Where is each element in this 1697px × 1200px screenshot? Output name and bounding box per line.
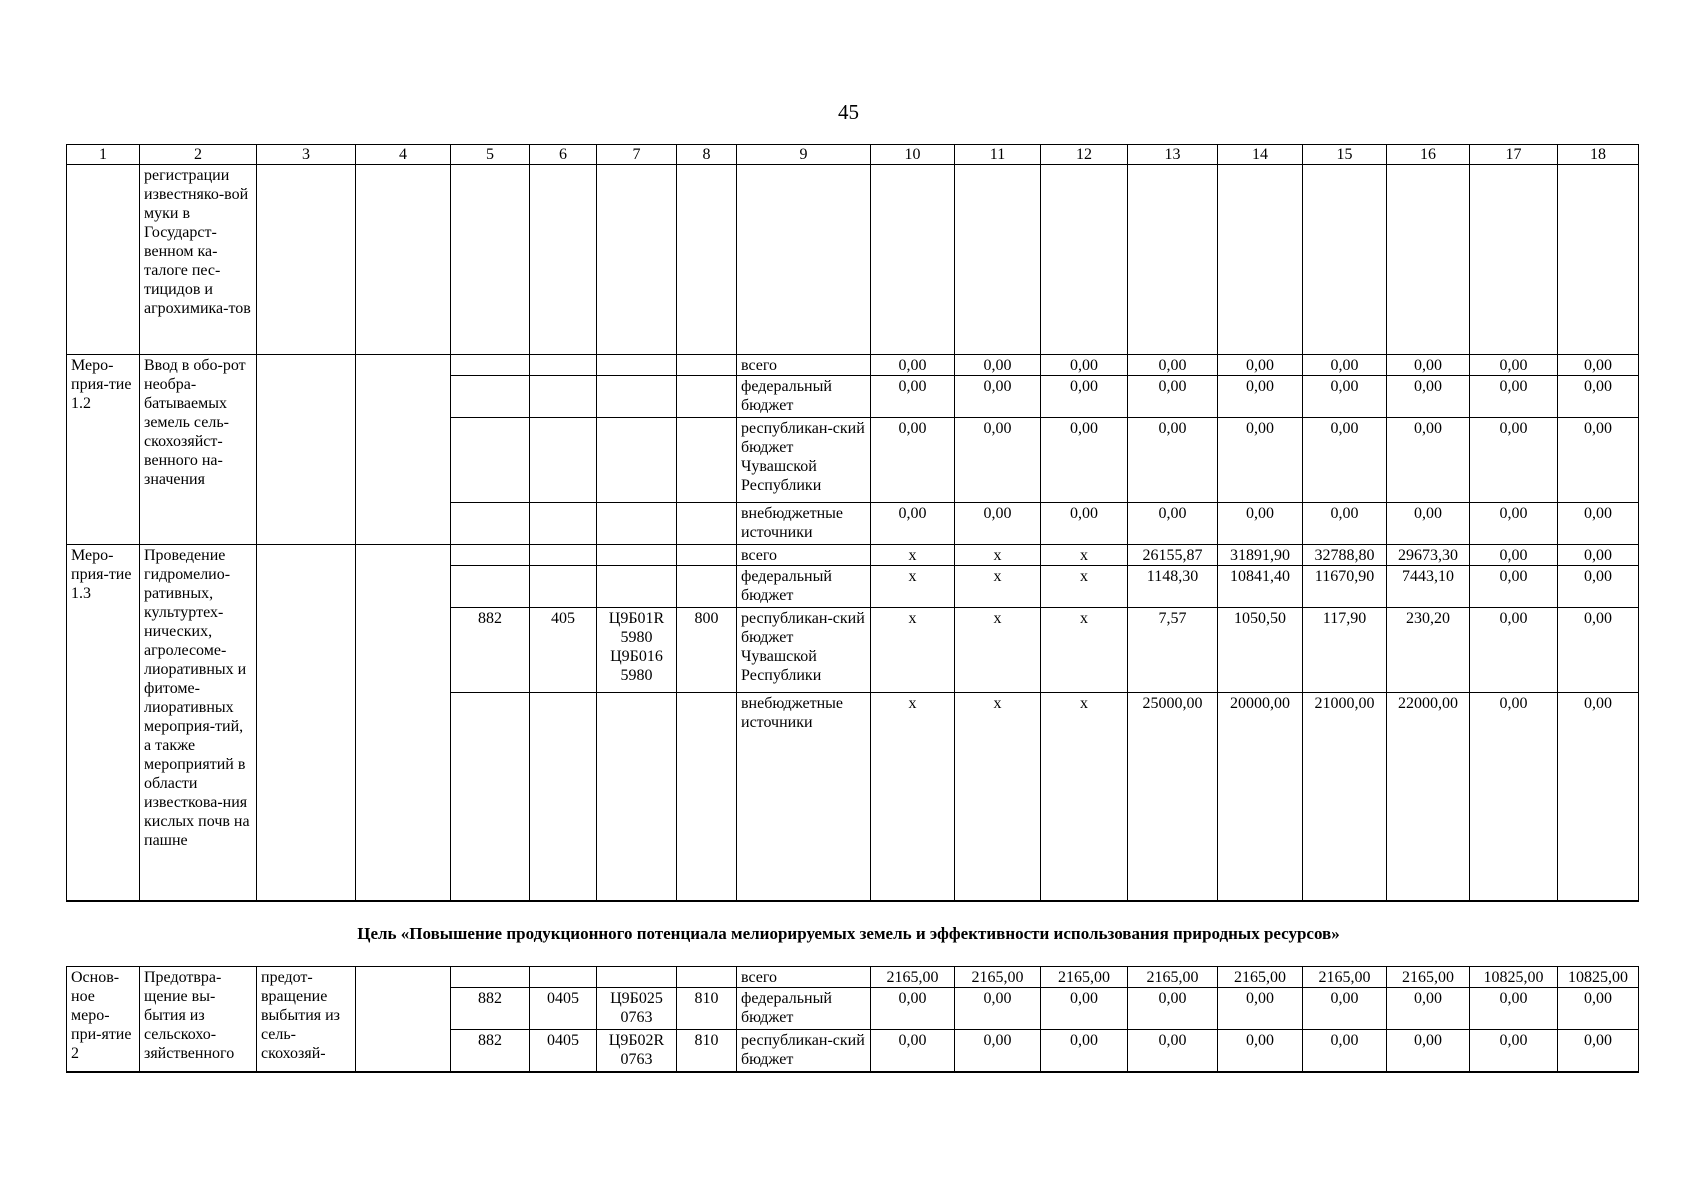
code-cell: 882 [451,988,530,1030]
code-cell: 405 [530,608,597,693]
value-cell: 0,00 [1470,566,1558,608]
value-cell: 0,00 [1303,376,1387,418]
value-cell: 0,00 [1470,355,1558,376]
table-row [67,967,1639,988]
value-cell: 0,00 [1218,503,1303,545]
value-cell: x [955,545,1041,566]
value-cell: 0,00 [1218,988,1303,1030]
value-cell: 117,90 [1303,608,1387,693]
value-cell: 1050,50 [1218,608,1303,693]
code-cell [451,545,530,566]
value-cell: x [1041,566,1128,608]
value-cell: 0,00 [1218,355,1303,376]
value-cell: 0,00 [955,376,1041,418]
value-cell: x [955,566,1041,608]
value-cell: 2165,00 [955,967,1041,988]
column-number: 16 [1387,145,1470,165]
value-cell: 31891,90 [1218,545,1303,566]
value-cell: 10825,00 [1558,967,1639,988]
budget-table [66,144,1639,902]
value-cell: 20000,00 [1218,693,1303,901]
event-label: Меро-прия-тие 1.2 [67,355,140,545]
value-cell: x [955,693,1041,901]
value-cell: 0,00 [1128,988,1218,1030]
value-cell: 0,00 [1558,545,1639,566]
value-cell: x [871,545,955,566]
value-cell: 0,00 [1558,1030,1639,1072]
value-cell: 0,00 [1303,503,1387,545]
value-cell: 0,00 [871,376,955,418]
event-label: Меро-прия-тие 1.3 [67,545,140,901]
value-cell: 0,00 [1041,1030,1128,1072]
value-cell: 0,00 [1041,355,1128,376]
value-cell: 0,00 [1041,376,1128,418]
value-cell: 230,20 [1387,608,1470,693]
value-cell: 0,00 [1470,1030,1558,1072]
column-number: 8 [677,145,737,165]
column-number: 5 [451,145,530,165]
column-number: 12 [1041,145,1128,165]
funding-source: всего [737,545,871,566]
code-cell [451,566,530,608]
code-cell: 800 [677,608,737,693]
value-cell: 0,00 [1387,418,1470,503]
value-cell: x [955,608,1041,693]
value-cell: 0,00 [1128,376,1218,418]
funding-source: федеральный бюджет [737,566,871,608]
funding-source: федеральный бюджет [737,376,871,418]
value-cell: 0,00 [1558,608,1639,693]
code-cell [530,545,597,566]
value-cell: x [1041,608,1128,693]
column-number: 4 [356,145,451,165]
value-cell: 0,00 [1218,418,1303,503]
code-cell [597,693,677,901]
value-cell: 0,00 [1218,376,1303,418]
value-cell: 29673,30 [1387,545,1470,566]
value-cell: 0,00 [1558,693,1639,901]
value-cell: 0,00 [1558,355,1639,376]
code-cell: 0405 [530,1030,597,1072]
value-cell: 0,00 [1128,355,1218,376]
value-cell: 0,00 [1303,355,1387,376]
code-cell [530,693,597,901]
value-cell: 0,00 [1303,1030,1387,1072]
event-description: Ввод в обо-рот необра-батываемых земель сель-скохозяйст-венного на-значения [140,355,257,545]
value-cell: 0,00 [955,418,1041,503]
value-cell: 2165,00 [1303,967,1387,988]
value-cell: x [1041,693,1128,901]
code-cell: Ц9Б025 0763 [597,988,677,1030]
column-number: 18 [1558,145,1639,165]
funding-source: республикан-ский бюджет [737,1030,871,1072]
code-cell: 0405 [530,988,597,1030]
event-description: Проведение гидромелио-ративных, культуртех-нических, агролесоме-лиоративных и фитоме-лиоративных мероприя-тий, а также мероприятий в области известкова-ния кислых почв на пашне [140,545,257,901]
value-cell: x [871,693,955,901]
column-number: 17 [1470,145,1558,165]
table-row [67,355,1639,376]
code-cell [677,566,737,608]
code-cell: 882 [451,608,530,693]
value-cell: 0,00 [1470,545,1558,566]
column-number: 2 [140,145,257,165]
event-label: Основ-ное меро-при-ятие 2 [67,967,140,1072]
funding-source: всего [737,967,871,988]
value-cell: 0,00 [871,1030,955,1072]
code-cell: 810 [677,1030,737,1072]
value-cell: 0,00 [871,355,955,376]
value-cell: 0,00 [871,503,955,545]
value-cell: 0,00 [1128,503,1218,545]
code-cell: Ц9Б01R 5980 Ц9Б016 5980 [597,608,677,693]
value-cell: 0,00 [1470,418,1558,503]
value-cell: 0,00 [1558,503,1639,545]
value-cell: 0,00 [1470,503,1558,545]
code-cell: Ц9Б02R 0763 [597,1030,677,1072]
column-number: 6 [530,145,597,165]
value-cell: 0,00 [1128,1030,1218,1072]
table-row [67,545,1639,566]
column-number: 1 [67,145,140,165]
value-cell: 0,00 [1558,566,1639,608]
column-number: 3 [257,145,356,165]
value-cell: 0,00 [1128,418,1218,503]
value-cell: 0,00 [1041,503,1128,545]
value-cell: 0,00 [1041,988,1128,1030]
goal-budget-table [66,966,1639,1073]
value-cell: 0,00 [1041,418,1128,503]
value-cell: 0,00 [1303,418,1387,503]
value-cell: 2165,00 [1128,967,1218,988]
code-cell [451,967,530,988]
value-cell: 0,00 [1218,1030,1303,1072]
value-cell: 0,00 [1558,376,1639,418]
value-cell: 21000,00 [1303,693,1387,901]
value-cell: 0,00 [1387,988,1470,1030]
code-cell: 882 [451,1030,530,1072]
code-cell: 810 [677,988,737,1030]
code-cell [597,545,677,566]
value-cell: 22000,00 [1387,693,1470,901]
value-cell: 2165,00 [1218,967,1303,988]
value-cell: 0,00 [1558,418,1639,503]
column-number: 10 [871,145,955,165]
column-number: 7 [597,145,677,165]
event-objective: предот-вращение выбытия из сель-скохозяй- [257,967,356,1072]
code-cell [677,545,737,566]
event-description: Предотвра-щение вы-бытия из сельскохо-зяйственного [140,967,257,1072]
value-cell: 7,57 [1128,608,1218,693]
funding-source: республикан-ский бюджет Чувашской Республики [737,418,871,503]
value-cell: x [871,608,955,693]
value-cell: 0,00 [1387,376,1470,418]
value-cell: x [1041,545,1128,566]
value-cell: x [871,566,955,608]
value-cell: 0,00 [955,1030,1041,1072]
value-cell: 10841,40 [1218,566,1303,608]
funding-source: внебюджетные источники [737,503,871,545]
value-cell: 2165,00 [871,967,955,988]
code-cell [677,967,737,988]
code-cell [530,566,597,608]
value-cell: 0,00 [955,503,1041,545]
value-cell: 0,00 [1470,608,1558,693]
value-cell: 0,00 [955,355,1041,376]
column-number-row [67,145,1639,165]
column-number: 13 [1128,145,1218,165]
value-cell: 1148,30 [1128,566,1218,608]
value-cell: 2165,00 [1041,967,1128,988]
funding-source: всего [737,355,871,376]
measure-description: регистрации известняко-вой муки в Государст-венном ка-талоге пес-тицидов и агрохимика-тов [140,165,257,355]
page-number: 45 [838,100,859,124]
code-cell [530,967,597,988]
code-cell [677,693,737,901]
funding-source: федеральный бюджет [737,988,871,1030]
goal-heading: Цель «Повышение продукционного потенциала мелиорируемых земель и эффективности использования природных ресурсов» [357,924,1340,943]
value-cell: 10825,00 [1470,967,1558,988]
funding-source: республикан-ский бюджет Чувашской Республики [737,608,871,693]
value-cell: 26155,87 [1128,545,1218,566]
column-number: 14 [1218,145,1303,165]
value-cell: 32788,80 [1303,545,1387,566]
value-cell: 0,00 [1470,988,1558,1030]
column-number: 9 [737,145,871,165]
value-cell: 0,00 [1558,988,1639,1030]
funding-source: внебюджетные источники [737,693,871,901]
code-cell [597,967,677,988]
column-number: 11 [955,145,1041,165]
value-cell: 0,00 [871,988,955,1030]
value-cell: 0,00 [1387,503,1470,545]
table-row [67,165,1639,355]
code-cell [597,566,677,608]
value-cell: 0,00 [1387,1030,1470,1072]
value-cell: 2165,00 [1387,967,1470,988]
code-cell [451,693,530,901]
value-cell: 11670,90 [1303,566,1387,608]
value-cell: 0,00 [871,418,955,503]
value-cell: 0,00 [1303,988,1387,1030]
value-cell: 0,00 [1387,355,1470,376]
value-cell: 25000,00 [1128,693,1218,901]
value-cell: 0,00 [1470,693,1558,901]
value-cell: 7443,10 [1387,566,1470,608]
value-cell: 0,00 [955,988,1041,1030]
column-number: 15 [1303,145,1387,165]
value-cell: 0,00 [1470,376,1558,418]
